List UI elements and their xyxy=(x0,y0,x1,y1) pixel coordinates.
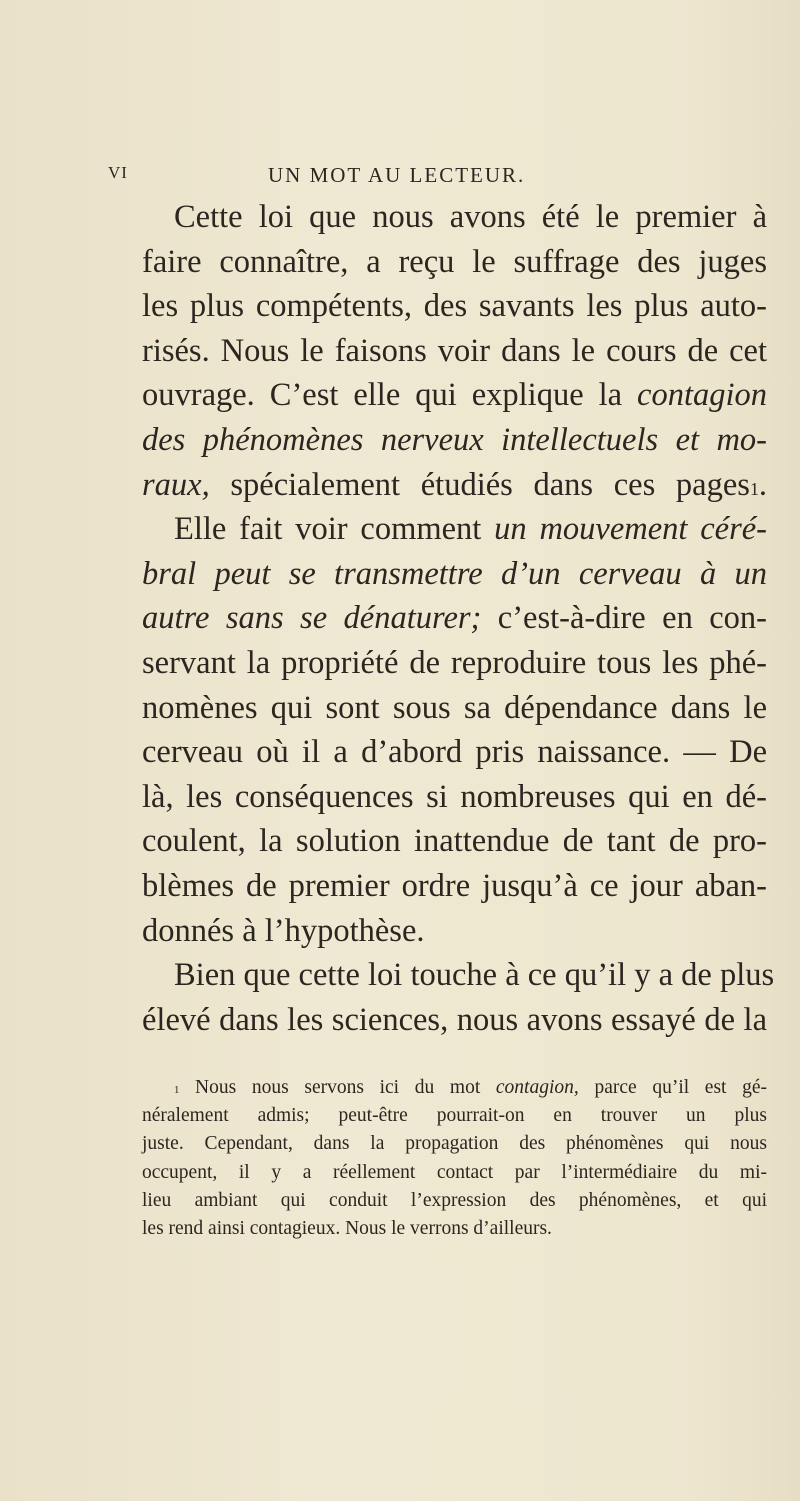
text-line: là, les conséquences si nombreuses qui en dé- xyxy=(142,778,767,815)
footnote-line: néralement admis; peut-être pourrait-on en trouver un plus xyxy=(142,1105,767,1127)
footnote-marker: 1 xyxy=(749,478,759,499)
running-title: UN MOT AU LECTEUR. xyxy=(268,163,526,187)
text-line: blèmes de premier ordre jusqu’à ce jour aban- xyxy=(142,867,767,904)
footnote-line: lieu ambiant qui conduit l’expression des phénomènes, et qui xyxy=(142,1189,767,1211)
footnote-number: 1 xyxy=(174,1084,180,1096)
page-header xyxy=(108,163,708,193)
text-line: Elle fait voir comment un mouvement céré- xyxy=(174,511,768,548)
text-line: Cette loi que nous avons été le premier à xyxy=(174,199,767,235)
text-line: raux, spécialement étudiés dans ces pages$^1$. xyxy=(142,466,767,503)
text-line: coulent, la solution inattendue de tant de pro- xyxy=(142,823,767,860)
text-line: des phénomènes nerveux intellectuels et mo- xyxy=(142,421,767,458)
text-line: servant la propriété de reproduire tous les phé- xyxy=(142,644,767,681)
text-line: faire connaître, a reçu le suffrage des juges xyxy=(142,243,767,280)
text-line: nomènes qui sont sous sa dépendance dans le xyxy=(142,689,767,726)
text-line: bral peut se transmettre d’un cerveau à un xyxy=(142,555,767,592)
footnote-line: occupent, il y a réellement contact par l’intermédiaire du mi- xyxy=(142,1161,767,1183)
text-line: ouvrage. C’est elle qui explique la contagion xyxy=(142,377,767,414)
text-line: cerveau où il a d’abord pris naissance. — De xyxy=(142,734,767,771)
text-line: donnés à l’hypothèse. xyxy=(142,912,425,949)
italic-term: contagion xyxy=(637,377,767,414)
footnote-line: les rend ainsi contagieux. Nous le verrons d’ailleurs. xyxy=(142,1217,552,1239)
footnote xyxy=(142,1074,767,1243)
main-text xyxy=(142,195,775,1042)
text-line: élevé dans les sciences, nous avons essayé de la xyxy=(142,1001,767,1038)
text-line: Bien que cette loi touche à ce qu’il y a de plus xyxy=(174,957,775,994)
text-line: risés. Nous le faisons voir dans le cours de cet xyxy=(142,332,767,369)
footnote-line: $^1$ Nous nous servons ici du mot contagion, parce qu’il est gé- xyxy=(174,1077,768,1098)
text-line: les plus compétents, des savants les plus auto- xyxy=(142,288,767,325)
page-number: VI xyxy=(108,163,128,182)
footnote-line: juste. Cependant, dans la propagation des phénomènes qui nous xyxy=(142,1133,767,1155)
text-line: autre sans se dénaturer; c’est-à-dire en con- xyxy=(142,600,768,637)
